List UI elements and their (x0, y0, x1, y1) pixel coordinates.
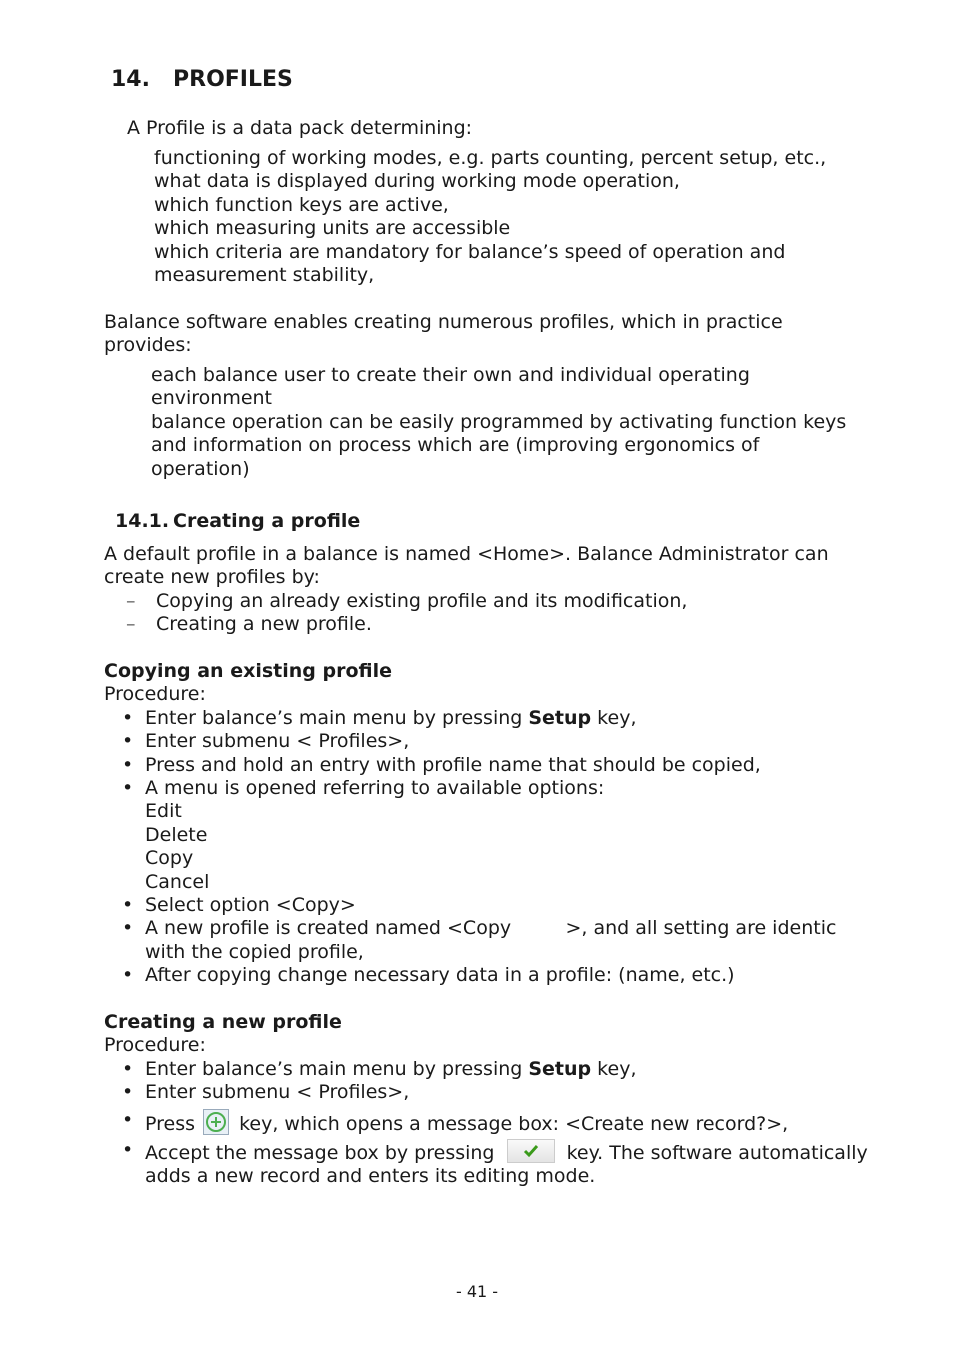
step-text: adds a new record and enters its editing mode. (145, 1165, 596, 1188)
step-text: Enter balance’s main menu by pressing (145, 706, 529, 729)
bullet-mark: • (122, 706, 134, 729)
step-text: key, (591, 1057, 637, 1080)
procedure-label: Procedure: (104, 683, 206, 706)
methods-list (104, 590, 829, 637)
bullet-mark: • (122, 777, 134, 800)
subsection-number: 14.1. (115, 510, 170, 532)
step-text: A new profile is created named <Copy >, and all setting are identic (145, 917, 837, 940)
bullet-mark: • (122, 730, 134, 753)
list-item (104, 730, 836, 753)
option-item: Edit (145, 800, 182, 823)
page-number: - 41 - (455, 1282, 499, 1301)
step-text: key, which opens a message box: <Create new record?>, (233, 1112, 789, 1135)
step-text: Enter submenu < Profiles>, (145, 730, 410, 753)
list-item (104, 894, 836, 917)
creating-steps (104, 1058, 868, 1189)
bullet-mark: • (122, 1139, 134, 1162)
section-title: PROFILES (173, 67, 293, 92)
subsection-heading (115, 510, 360, 533)
step-text: Accept the message box by pressing (145, 1142, 501, 1165)
determining-item: which function keys are active, (154, 193, 449, 216)
provides-item: each balance user to create their own and individual operating (151, 364, 750, 386)
intro-text: A Profile is a data pack determining: (127, 117, 473, 139)
list-item (104, 707, 836, 730)
provides-list (151, 364, 846, 481)
determining-item: what data is displayed during working mode operation, (154, 170, 680, 193)
bullet-mark: • (122, 964, 134, 987)
method-text: Creating a new profile. (156, 613, 372, 636)
bullet-mark: • (122, 894, 134, 917)
determining-item: measurement stability, (154, 264, 375, 287)
paragraph-line: create new profiles by: (104, 566, 320, 589)
dash-mark: – (126, 613, 136, 636)
step-text: key. The software automatically (560, 1142, 868, 1165)
software-paragraph (104, 311, 783, 358)
provides-item: and information on process which are (improving ergonomics of (151, 434, 760, 457)
step-text: Select option <Copy> (145, 894, 356, 917)
bullet-mark: • (122, 1081, 134, 1104)
step-text: A menu is opened referring to available options: (145, 777, 605, 800)
bullet-mark: • (122, 1057, 134, 1080)
list-item (104, 1139, 868, 1165)
confirm-check-icon (507, 1139, 555, 1163)
step-text: Enter balance’s main menu by pressing (145, 1057, 529, 1080)
list-item (104, 1081, 868, 1104)
list-item (104, 777, 836, 800)
list-item (104, 613, 829, 636)
copying-steps (104, 707, 836, 988)
list-item (104, 917, 836, 940)
option-item: Copy (145, 847, 194, 870)
section-number: 14. (111, 67, 150, 92)
list-item (104, 964, 836, 987)
list-item-continuation (104, 1165, 868, 1188)
step-text: Press (145, 1112, 202, 1135)
step-text: with the copied profile, (145, 940, 364, 963)
list-item (104, 590, 829, 613)
creating-section (104, 1011, 868, 1189)
determining-list (154, 147, 826, 287)
step-text: Enter submenu < Profiles>, (145, 1081, 410, 1104)
default-paragraph (104, 543, 829, 637)
bullet-mark: • (122, 1108, 134, 1131)
determining-item: which criteria are mandatory for balance’s speed of operation and (154, 240, 786, 263)
list-item (104, 1109, 868, 1136)
list-item (104, 1058, 868, 1081)
creating-title: Creating a new profile (104, 1011, 342, 1033)
step-text: After copying change necessary data in a profile: (name, etc.) (145, 964, 735, 987)
determining-item: functioning of working modes, e.g. parts counting, percent setup, etc., (154, 147, 827, 169)
subsection-title: Creating a profile (173, 510, 361, 532)
bullet-mark: • (122, 917, 134, 940)
provides-item: operation) (151, 457, 250, 480)
method-text: Copying an already existing profile and its modification, (156, 589, 688, 612)
determining-item: which measuring units are accessible (154, 217, 511, 240)
paragraph-line: A default profile in a balance is named <Home>. Balance Administrator can (104, 543, 829, 565)
copying-title: Copying an existing profile (104, 660, 393, 682)
paragraph-line: provides: (104, 334, 192, 357)
provides-item: environment (151, 387, 273, 410)
add-record-icon (203, 1109, 229, 1135)
copying-section (104, 660, 836, 988)
dash-mark: – (126, 589, 136, 612)
setup-key-label: Setup (528, 706, 592, 729)
option-item: Cancel (145, 870, 210, 893)
step-text: Press and hold an entry with profile name that should be copied, (145, 753, 761, 776)
section-heading (111, 68, 293, 91)
list-item-continuation (104, 941, 836, 964)
option-item: Delete (145, 823, 208, 846)
list-item (104, 754, 836, 777)
provides-item: balance operation can be easily programmed by activating function keys (151, 410, 847, 433)
procedure-label: Procedure: (104, 1034, 206, 1057)
bullet-mark: • (122, 753, 134, 776)
paragraph-line: Balance software enables creating numerous profiles, which in practice (104, 311, 783, 333)
setup-key-label: Setup (528, 1057, 592, 1080)
step-text: key, (591, 706, 637, 729)
